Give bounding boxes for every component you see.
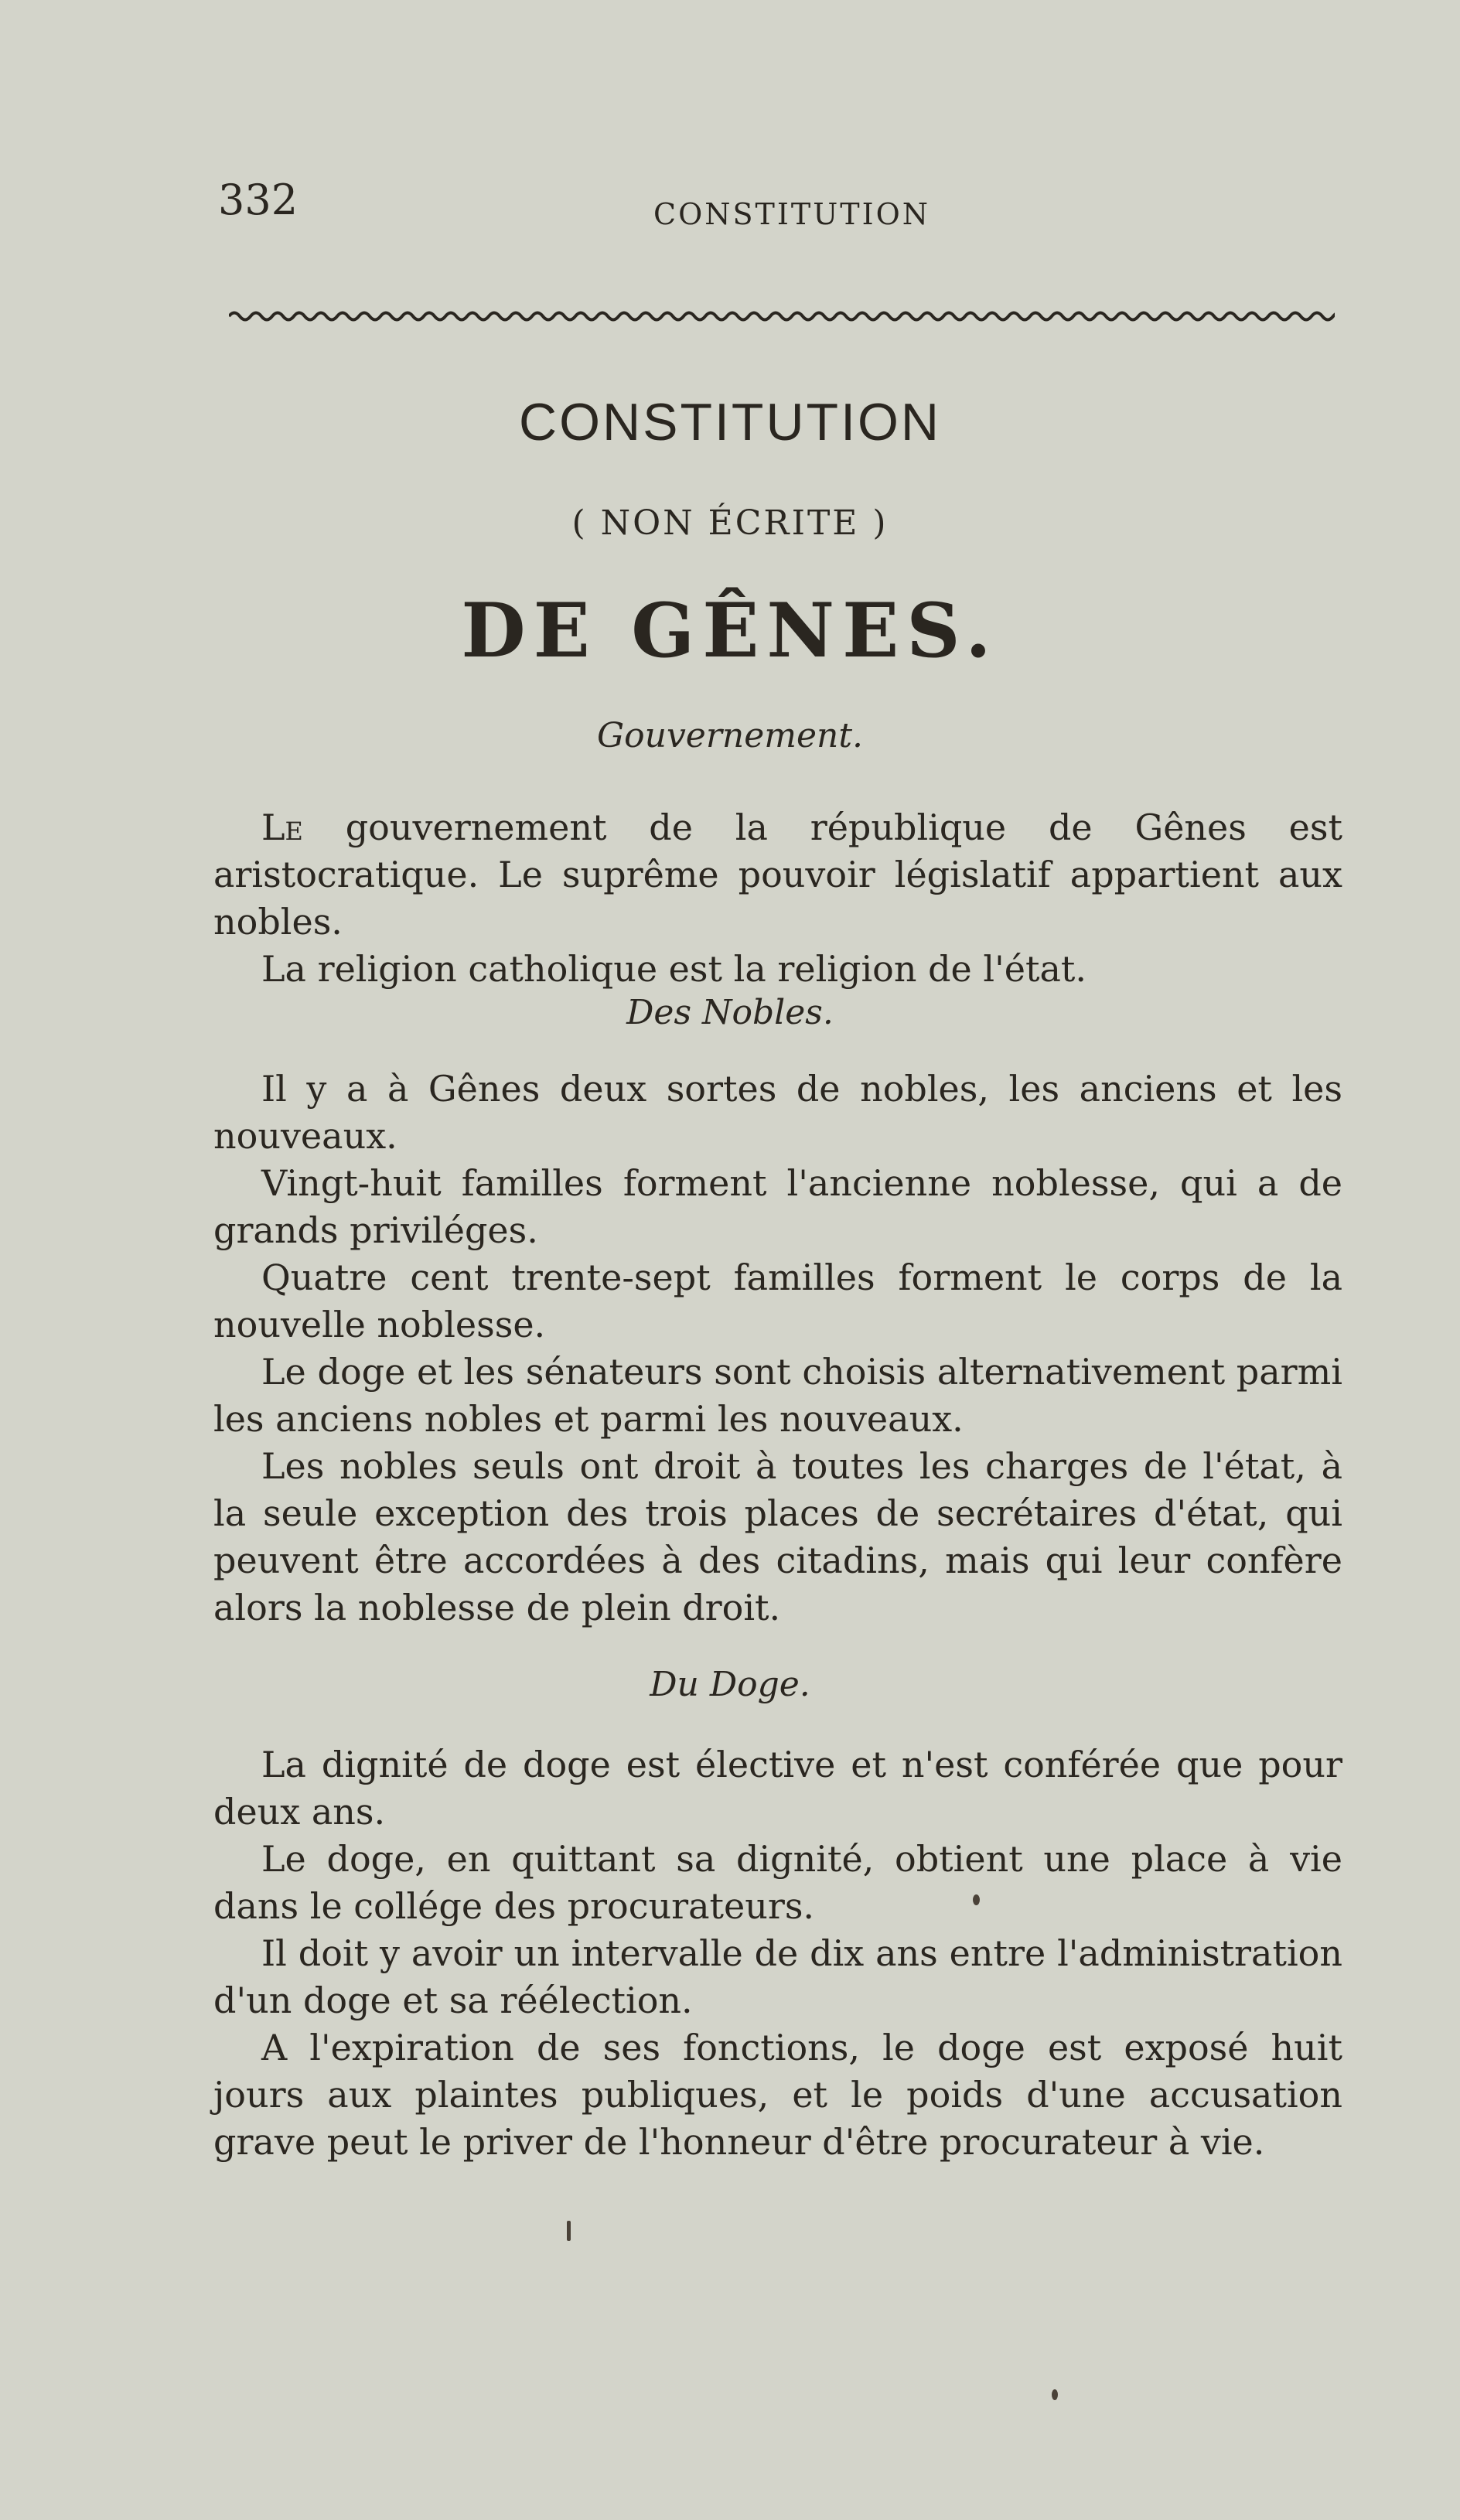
title-de-genes: DE GÊNES. — [461, 587, 999, 674]
paragraph: Il doit y avoir un intervalle de dix ans entre l'administration d'un doge et sa réélection. — [213, 1932, 1342, 2021]
running-head: CONSTITUTION — [653, 197, 930, 231]
paragraph: Il y a à Gênes deux sortes de nobles, les anciens et les nouveaux. — [213, 1068, 1342, 1157]
paragraph: Le doge, en quittant sa dignité, obtient une place à vie dans le collége des procurateurs. — [213, 1838, 1342, 1927]
paragraph-text: gouvernement de la république de Gênes est aristocratique. Le suprême pouvoir législatif appartient aux nobles. — [213, 806, 1342, 943]
section-heading-doge: Du Doge. — [650, 1665, 810, 1704]
section-body-nobles — [213, 1066, 1342, 1632]
paragraph: Vingt-huit familles forment l'ancienne noblesse, qui a de grands priviléges. — [213, 1162, 1342, 1251]
title-constitution: CONSTITUTION — [519, 393, 941, 452]
paragraph: Le doge et les sénateurs sont choisis alternativement parmi les anciens nobles et parmi les nouveaux. — [213, 1351, 1342, 1440]
section-heading-nobles: Des Nobles. — [626, 993, 834, 1032]
paragraph: Les nobles seuls ont droit à toutes les charges de l'état, à la seule exception des trois places de secrétaires d'état, qui peuvent être accordées à des citadins, mais qui leur confère alors la noblesse de plein droit. — [213, 1445, 1342, 1628]
page-number: 332 — [218, 176, 298, 224]
paragraph: La religion catholique est la religion de l'état. — [261, 948, 1086, 990]
paragraph-lead: Le — [261, 806, 303, 848]
section-body-gouvernement — [213, 804, 1342, 993]
section-body-doge — [213, 1741, 1342, 2166]
paragraph: La dignité de doge est élective et n'est conférée que pour deux ans. — [213, 1744, 1342, 1833]
section-heading-gouvernement: Gouvernement. — [596, 716, 864, 755]
subtitle-non-ecrite: ( NON ÉCRITE ) — [571, 503, 889, 543]
paper-speck — [567, 2221, 571, 2241]
paragraph: A l'expiration de ses fonctions, le doge est exposé huit jours aux plaintes publiques, et le poids d'une accusation grave peut le priver de l'honneur d'être procurateur à vie. — [213, 2027, 1342, 2163]
wavy-rule-ornament — [229, 309, 1335, 323]
paragraph: Quatre cent trente-sept familles forment le corps de la nouvelle noblesse. — [213, 1257, 1342, 1345]
paragraph — [213, 804, 1342, 946]
paper-speck — [973, 1894, 980, 1905]
paper-speck — [1052, 2389, 1058, 2400]
